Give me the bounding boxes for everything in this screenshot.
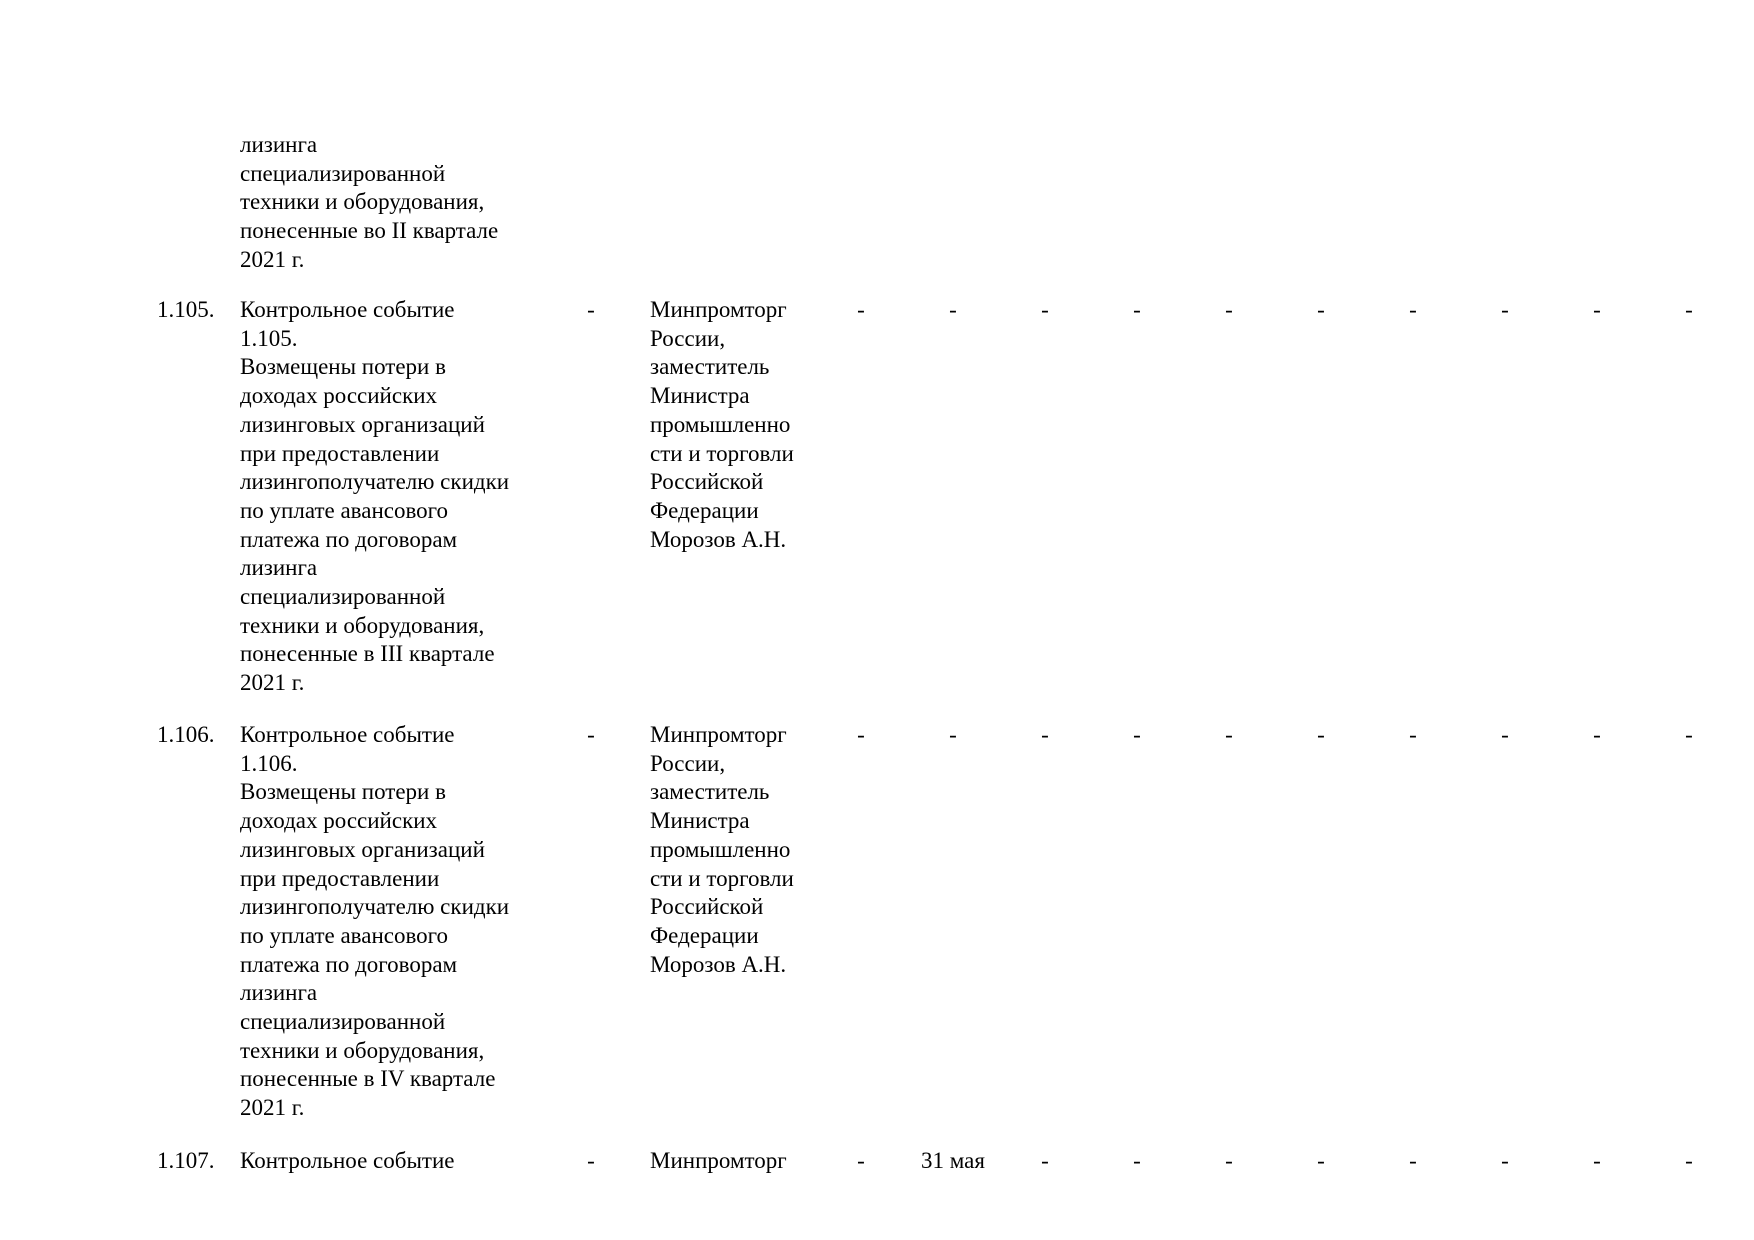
row-cell: - [857,297,865,322]
row-cell: - [1685,722,1693,747]
row-cell: - [1409,297,1417,322]
row-number: 1.106. [157,722,215,747]
row-description: Контрольное событие 1.106. Возмещены потери в доходах российских лизинговых организаций при предоставлении лизингополучателю скидки по уплате авансового платежа по договорам лизинга специализированной техники и оборудования, понесенные в IV квартале 2021 г. [240,722,510,1121]
row-cell: - [1133,1148,1141,1173]
row-cell: - [1593,722,1601,747]
row-cell: - [1317,722,1325,747]
row-cell: - [1685,1148,1693,1173]
row-cell: - [1409,722,1417,747]
row-cell: - [1501,722,1509,747]
row-cell: - [1041,722,1049,747]
row-description: Контрольное событие 1.105. Возмещены потери в доходах российских лизинговых организаций при предоставлении лизингополучателю скидки по уплате авансового платежа по договорам лизинга специализированной техники и оборудования, понесенные в III квартале 2021 г. [240,297,510,696]
row-cell: - [1593,297,1601,322]
row-cell: - [1041,1148,1049,1173]
row-cell: - [1685,297,1693,322]
row-responsible: Минпромторг [650,1148,787,1173]
row-responsible: Минпромторг России, заместитель Министра промышленно сти и торговли Российской Федерации Морозов А.Н. [650,297,794,552]
row-col3: - [587,297,595,322]
row-cell: - [1409,1148,1417,1173]
row-cell: - [857,1148,865,1173]
row-description: Контрольное событие [240,1148,455,1173]
row-cell: - [857,722,865,747]
row-col3: - [587,722,595,747]
row-cell: - [1501,1148,1509,1173]
row-cell: - [1225,297,1233,322]
row-cell: 31 мая [921,1148,985,1173]
row-cell: - [1133,297,1141,322]
row-cell: - [949,722,957,747]
row-cell: - [1041,297,1049,322]
row-cell: - [1593,1148,1601,1173]
row-number: 1.107. [157,1148,215,1173]
row-cell: - [949,297,957,322]
row-number: 1.105. [157,297,215,322]
row-cell: - [1225,722,1233,747]
row-cell: - [1501,297,1509,322]
continuation-description: лизинга специализированной техники и оборудования, понесенные во II квартале 2021 г. [240,132,499,272]
row-col3: - [587,1148,595,1173]
row-cell: - [1317,297,1325,322]
row-cell: - [1225,1148,1233,1173]
row-cell: - [1317,1148,1325,1173]
row-responsible: Минпромторг России, заместитель Министра промышленно сти и торговли Российской Федерации Морозов А.Н. [650,722,794,977]
row-cell: - [1133,722,1141,747]
